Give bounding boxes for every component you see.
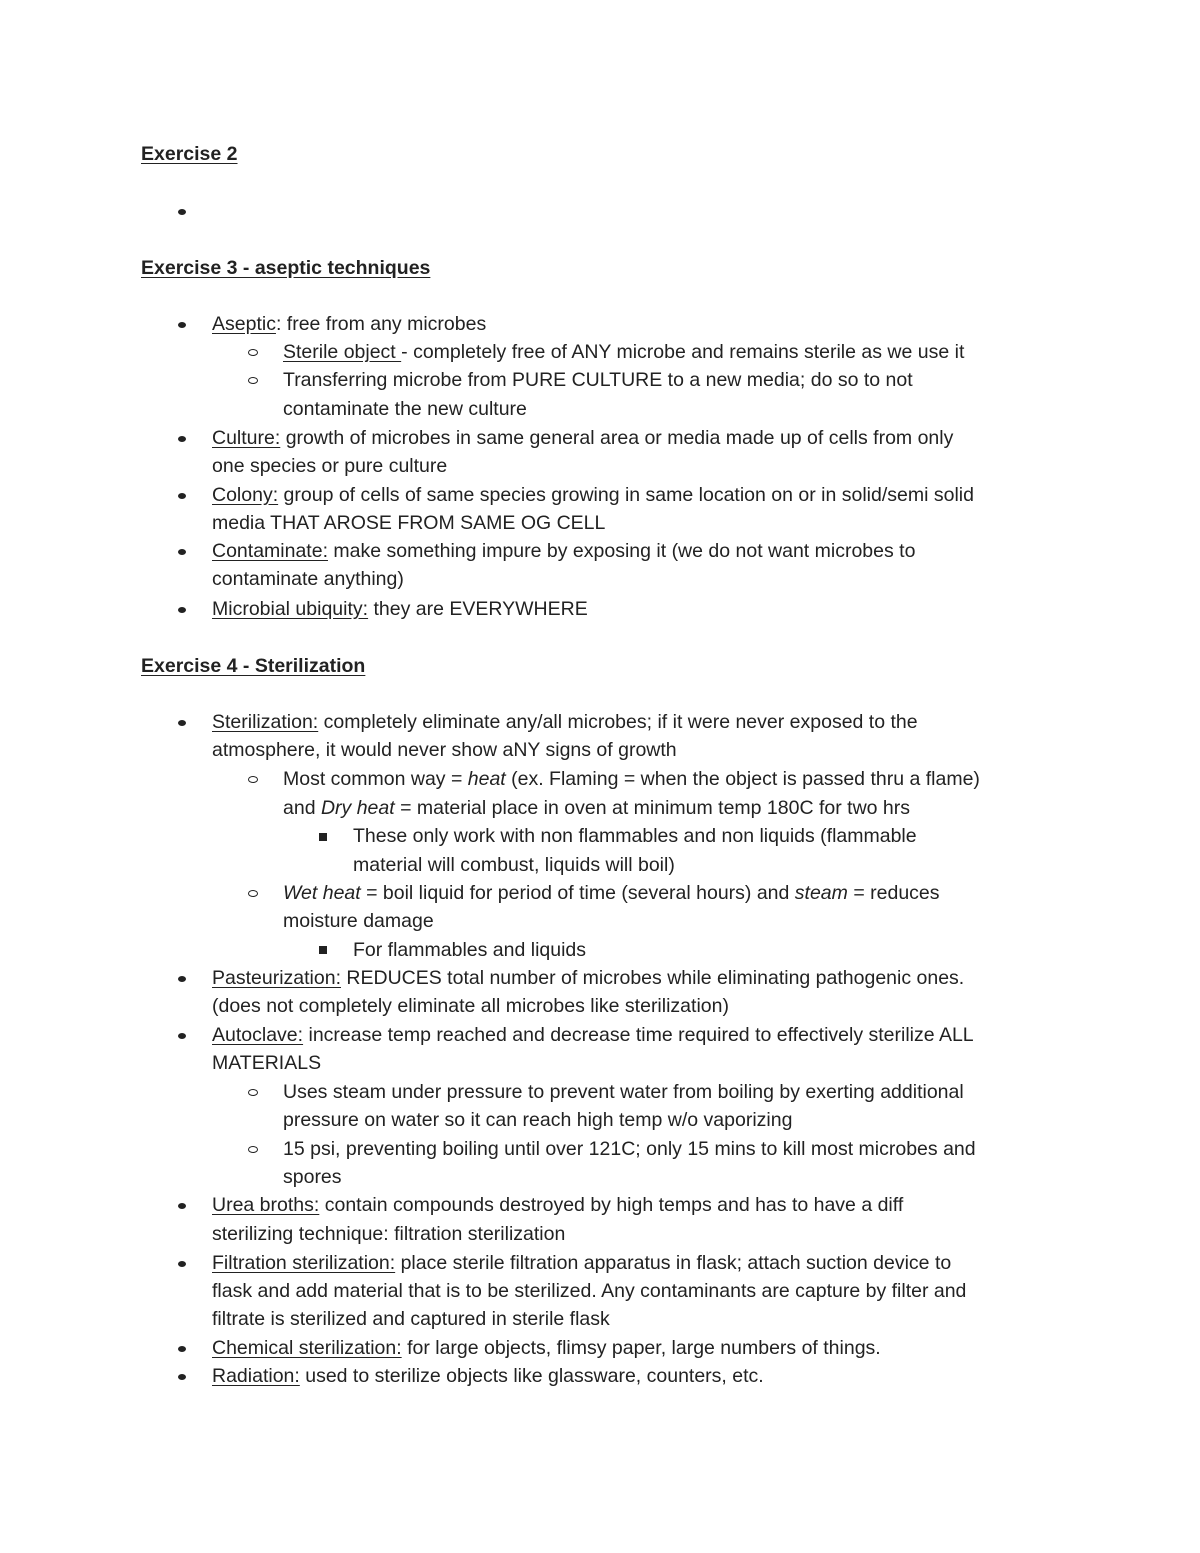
text-run: = material place in oven at minimum temp 180C for two hrs [394,797,910,819]
bullet-disc-icon [178,549,186,555]
term-filtration-sterilization: Filtration sterilization: [212,1252,396,1274]
bullet-disc-icon [178,720,186,726]
list-item-heat [283,765,980,793]
list-item-colony-cont: media THAT AROSE FROM SAME OG CELL [212,512,606,534]
list-item-wet-heat-cont: moisture damage [283,910,434,932]
list-item-transferring-cont: contaminate the new culture [283,398,527,420]
text-run: = boil liquid for period of time (several hours) and [360,882,795,904]
definition-text: used to sterilize objects like glassware, counters, etc. [299,1365,764,1387]
list-item-colony [212,481,974,509]
bullet-disc-icon [178,1033,186,1039]
term-dry-heat: Dry heat [320,797,395,819]
list-item-nonflammables: These only work with non flammables and non liquids (flammable [353,825,917,847]
term-sterilization: Sterilization: [212,711,319,733]
heading-exercise-4: Exercise 4 - Sterilization [141,655,366,677]
bullet-disc-icon [178,976,186,982]
list-item-transferring: Transferring microbe from PURE CULTURE to a new media; do so to not [283,369,913,391]
bullet-disc-icon [178,436,186,442]
term-culture: Culture: [212,427,281,449]
term-aseptic: Aseptic [212,313,276,335]
term-chemical-sterilization: Chemical sterilization: [212,1337,402,1359]
bullet-square-icon [319,946,327,954]
definition-text: they are EVERYWHERE [368,598,588,620]
definition-text: growth of microbes in same general area or media made up of cells from only [280,427,954,449]
list-item-urea [212,1191,903,1219]
term-microbial-ubiquity: Microbial ubiquity: [212,598,369,620]
bullet-circle-icon [248,1089,258,1096]
term-autoclave: Autoclave: [212,1024,304,1046]
term-steam: steam [794,882,848,904]
bullet-circle-icon [248,890,258,897]
heading-exercise-3: Exercise 3 - aseptic techniques [141,257,431,279]
term-contaminate: Contaminate: [212,540,328,562]
bullet-circle-icon [248,1146,258,1153]
list-item-filtration-cont: flask and add material that is to be sterilized. Any contaminants are capture by filter and [212,1280,967,1302]
definition-text: for large objects, flimsy paper, large numbers of things. [401,1337,881,1359]
list-item-ubiquity [212,595,588,623]
definition-text: contain compounds destroyed by high temps and has to have a diff [319,1194,904,1216]
definition-text: make something impure by exposing it (we do not want microbes to [327,540,916,562]
list-item-urea-cont: sterilizing technique: filtration sterilization [212,1223,566,1245]
term-radiation: Radiation: [212,1365,300,1387]
list-item-filtration [212,1249,951,1277]
bullet-circle-icon [248,349,258,356]
bullet-circle-icon [248,776,258,783]
text-run: Most common way = [283,768,468,790]
list-item-pasteurization [212,964,964,992]
heading-exercise-2: Exercise 2 [141,143,238,165]
list-item-culture-cont: one species or pure culture [212,455,448,477]
bullet-disc-icon [178,322,186,328]
definition-text: REDUCES total number of microbes while eliminating pathogenic ones. [341,967,965,989]
list-item-wet-heat [283,879,940,907]
list-item-flammables: For flammables and liquids [353,939,587,961]
term-colony: Colony: [212,484,279,506]
text-run: = reduces [847,882,940,904]
list-item-steam-pressure: Uses steam under pressure to prevent water from boiling by exerting additional [283,1081,964,1103]
definition-text: group of cells of same species growing in same location on or in solid/semi solid [278,484,974,506]
list-item-sterilization [212,708,918,736]
term-heat: heat [467,768,506,790]
bullet-disc-icon [178,209,186,215]
list-item-radiation [212,1362,764,1390]
list-item-sterile-object [283,338,964,366]
term-sterile-object: Sterile object [283,341,402,363]
list-item-contaminate-cont: contaminate anything) [212,568,404,590]
list-item-contaminate [212,537,915,565]
list-item-nonflammables-cont: material will combust, liquids will boil) [353,854,675,876]
definition-text: completely eliminate any/all microbes; if it were never exposed to the [318,711,918,733]
bullet-disc-icon [178,493,186,499]
definition-text: : free from any microbes [275,313,487,335]
text-run: (ex. Flaming = when the object is passed thru a flame) [505,768,980,790]
term-urea-broths: Urea broths: [212,1194,320,1216]
bullet-disc-icon [178,607,186,613]
bullet-circle-icon [248,377,258,384]
definition-text: increase temp reached and decrease time required to effectively sterilize ALL [303,1024,974,1046]
term-pasteurization: Pasteurization: [212,967,341,989]
list-item-culture [212,424,953,452]
bullet-square-icon [319,833,327,841]
list-item-autoclave-cont: MATERIALS [212,1052,322,1074]
bullet-disc-icon [178,1346,186,1352]
list-item-pasteurization-cont: (does not completely eliminate all microbes like sterilization) [212,995,729,1017]
bullet-disc-icon [178,1374,186,1380]
list-item-psi-cont: spores [283,1166,342,1188]
bullet-disc-icon [178,1203,186,1209]
definition-text: place sterile filtration apparatus in flask; attach suction device to [395,1252,952,1274]
list-item-autoclave [212,1021,974,1049]
list-item-filtration-cont-2: filtrate is sterilized and captured in sterile flask [212,1308,610,1330]
list-item-psi: 15 psi, preventing boiling until over 121C; only 15 mins to kill most microbes and [283,1138,976,1160]
list-item-steam-pressure-cont: pressure on water so it can reach high temp w/o vaporizing [283,1109,793,1131]
list-item-aseptic [212,310,486,338]
term-wet-heat: Wet heat [283,882,361,904]
text-run: and [283,797,321,819]
definition-text: - completely free of ANY microbe and remains sterile as we use it [401,341,965,363]
list-item-chemical [212,1334,881,1362]
list-item-sterilization-cont: atmosphere, it would never show aNY signs of growth [212,739,677,761]
bullet-disc-icon [178,1261,186,1267]
list-item-heat-cont [283,794,910,822]
